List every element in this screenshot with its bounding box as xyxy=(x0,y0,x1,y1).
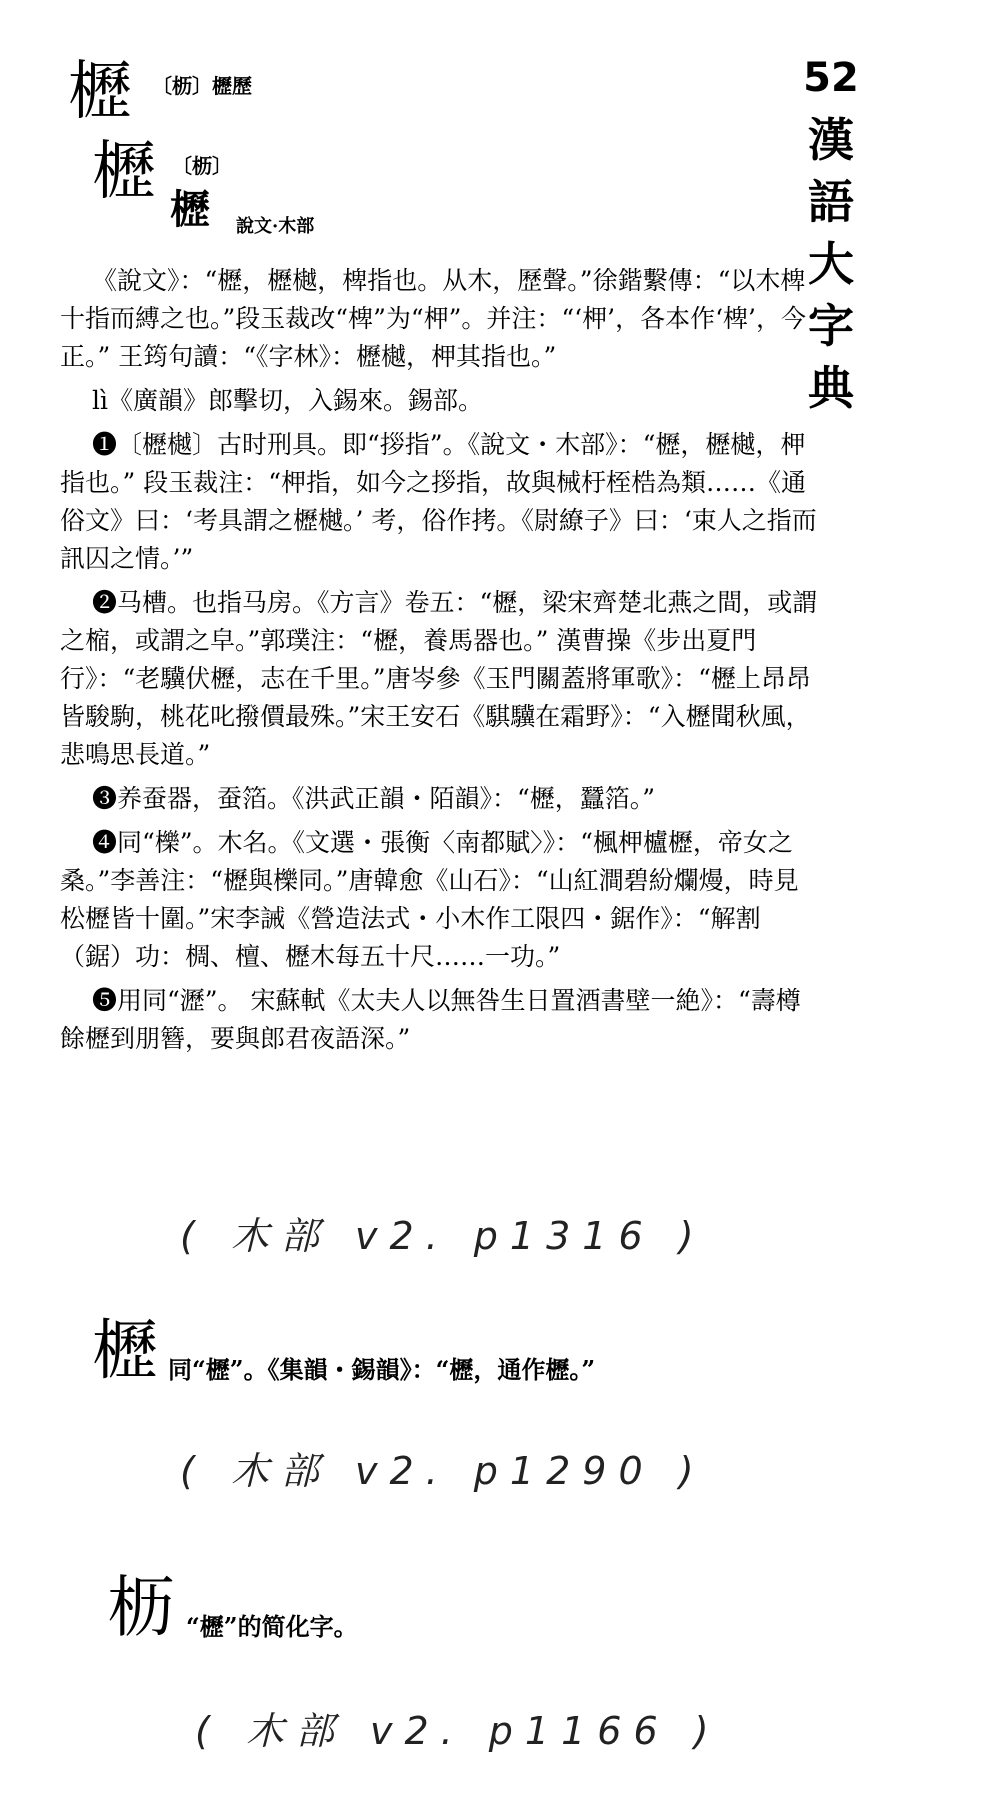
entry2-bracket: 〔枥〕 xyxy=(172,154,232,178)
entry2-seal-glyph: 櫪 xyxy=(170,186,210,233)
entry1-variant-note: 〔枥〕櫪歷 xyxy=(152,74,252,98)
entry2-headword: 櫪 xyxy=(92,135,156,209)
entry2-sense-3: ❸养蚕器，蚕箔。《洪武正韻・陌韻》：“櫪，蠶箔。” xyxy=(92,784,656,813)
handwritten-note-1: ( 木部 v2. p1316 ) xyxy=(180,1214,706,1258)
title-char: 漢 xyxy=(808,113,854,167)
entry3-headword: 櫪 xyxy=(92,1312,158,1389)
entry2-sense-1: ❶〔櫪樾〕古时刑具。即“拶指”。《說文・木部》：“櫪，櫪樾，柙指也。” 段玉裁注：“柙指，如今之拶指，故與械杅桎梏為類……《通俗文》曰：‘考具謂之櫪樾。’ 考，俗作拷。《尉繚子》曰：‘束人之指而訊囚之情。’” xyxy=(60,430,817,573)
entry2-body xyxy=(60,262,820,1064)
handwritten-note-2: ( 木部 v2. p1290 ) xyxy=(180,1449,706,1493)
entry2-sense-4: ❹同“櫟”。木名。《文選・張衡〈南都賦〉》：“楓柙櫨櫪，帝女之桑。”李善注：“櫪與櫟同。”唐韓愈《山石》：“山紅澗碧紛爛熳，時見松櫪皆十圍。”宋李誡《營造法式・小木作工限四・鋸作》：“解割（鋸）功：椆、檀、櫪木每五十尺……一功。” xyxy=(60,828,799,971)
entry3-definition: 同“櫪”。《集韻・錫韻》：“櫪，通作櫪。” xyxy=(168,1355,596,1384)
title-char: 大 xyxy=(808,237,854,291)
entry1-headword: 櫪 xyxy=(68,55,132,129)
handwritten-note-3: ( 木部 v2. p1166 ) xyxy=(195,1709,721,1753)
entry2-sense-2: ❷马槽。也指马房。《方言》卷五：“櫪，梁宋齊楚北燕之間，或謂之樎，或謂之皁。”郭璞注：“櫪，養馬器也。” 漢曹操《步出夏門行》：“老驥伏櫪，志在千里。”唐岑參《玉門關蓋將軍歌》：“櫪上昂昂皆駿駒，桃花叱撥價最殊。”宋王安石《騏驥在霜野》：“入櫪聞秋風，悲鳴思長道。” xyxy=(60,588,818,769)
title-char: 字 xyxy=(808,299,854,353)
title-char: 語 xyxy=(808,175,854,229)
entry2-seal-source: 說文·木部 xyxy=(236,216,315,237)
entry2-para-pronunciation: lì《廣韻》郎擊切，入錫來。錫部。 xyxy=(92,386,483,415)
entry2-para-intro: 《說文》：“櫪，櫪樾，椑指也。从木，歷聲。”徐鍇繫傳：“以木椑十指而縛之也。”段玉裁改“椑”为“柙”。并注：“‘柙’，各本作‘椑’，今正。” 王筠句讀：“《字林》：櫪樾，柙其指也。” xyxy=(60,266,806,371)
entry4-definition: “櫪”的简化字。 xyxy=(186,1612,358,1641)
title-char: 典 xyxy=(808,361,854,415)
page-number: 52 xyxy=(803,55,859,101)
entry4-headword: 枥 xyxy=(108,1569,174,1646)
entry2-sense-5: ❺用同“瀝”。 宋蘇軾《太夫人以無咎生日置酒書壁一絶》：“壽樽餘櫪到朋簪，要與郎君夜語深。” xyxy=(60,986,801,1053)
